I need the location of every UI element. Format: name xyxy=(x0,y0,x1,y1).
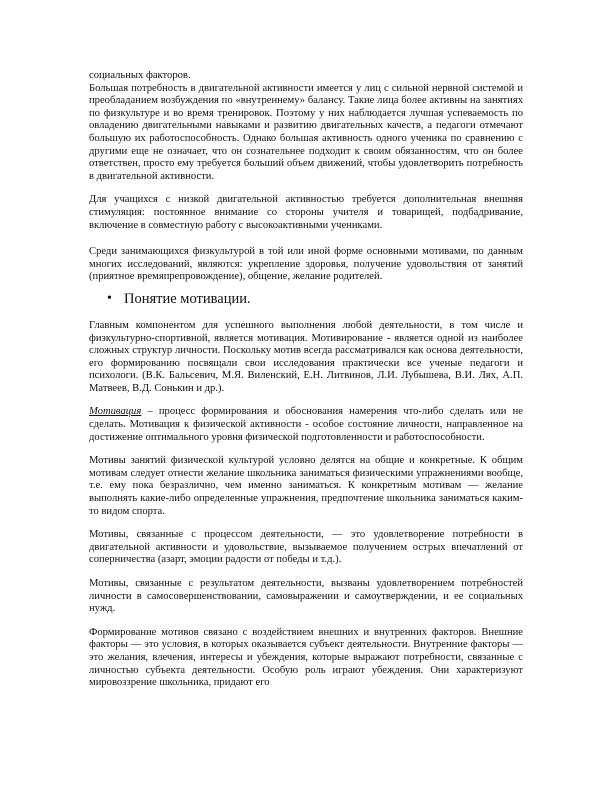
paragraph-motivation-component: Главным компонентом для успешного выполнения любой деятельности, в том числе и физкультурно-спортивной, является мотивация. Мотивирование - является одной из наиболее сложных структур личности. Поскольку мотив всегда рассматривался как основа деятельности, его формированию посвящали свои исследования практически все ученые педагоги и психологи. (В.К. Бальсевич, М.Я. Виленский, Е.Н. Литвинов, Л.И. Лубышева, В.И. Лях, А.П. Матвеев, В.Д. Сонькин и др.). xyxy=(89,319,523,394)
document-body xyxy=(89,70,523,690)
paragraph-low-activity-students: Для учащихся с низкой двигательной активностью требуется дополнительная внешняя стимуляция: постоянное внимание со стороны учителя и товарищей, подбадривание, включение в совместную работу с высокоактивными учениками. xyxy=(89,194,523,231)
paragraph-motivation-definition xyxy=(89,406,523,444)
paragraph-process-motives: Мотивы, связанные с процессом деятельности, — это удовлетворение потребности в двигательной активности и удовольствие, вызываемое получением острых впечатлений от соперничества (азарт, эмоции радости от победы и т.д.). xyxy=(89,529,523,566)
paragraph-motive-formation: Формирование мотивов связано с воздействием внешних и внутренних факторов. Внешние факторы — это условия, в которых оказывается субъект деятельности. Внутренние факторы — это желания, влечения, интересы и убеждения, которые выражают потребности, связанные с личностью субъекта деятельности. Особую роль играют убеждения. Они характеризуют мировоззрение школьника, придают его xyxy=(89,626,523,689)
paragraph-motor-activity-need: Большая потребность в двигательной активности имеется у лиц с сильной нервной системой и преобладанием возбуждения по «внутреннему» балансу. Такие лица более активны на занятиях по физкультуре и во время тренировок. Поэтому у них наблюдается лучшая успеваемость по овладению двигательными навыками и развитию двигательных качеств, а педагоги отмечают большую их работоспособность. Однако большая активность одного ученика по сравнению с другими еще не означает, что он сознательнее подходит к своим обязанностям, что он более ответствен, просто ему требуется больший объем движений, чтобы удовлетворить потребность в двигательной активности. xyxy=(89,82,523,182)
paragraph-main-motives: Среди занимающихся физкультурой в той или иной форме основными мотивами, по данным многих исследований, являются: укрепление здоровья, получение удовольствия от занятий (приятное времяпрепровождение), общение, желание родителей. xyxy=(89,246,523,283)
paragraph-spacer xyxy=(89,444,523,455)
paragraph-general-specific-motives: Мотивы занятий физической культурой условно делятся на общие и конкретные. К общим мотивам следует отнести желание школьника заниматься физическими упражнениями вообще, т.е. ему пока безразлично, чем именно заниматься. К конкретным мотивам — желание выполнять какие-либо определенные упражнения, предпочтение школьника заниматься каким-то видом спорта. xyxy=(89,455,523,517)
paragraph-spacer xyxy=(89,616,523,627)
section-heading-text: Понятие мотивации. xyxy=(124,290,251,307)
paragraph-spacer xyxy=(89,567,523,578)
paragraph-spacer xyxy=(89,395,523,406)
term-motivation: Мотивация xyxy=(89,406,142,418)
paragraph-social-factors: социальных факторов. xyxy=(89,70,191,81)
paragraph-spacer xyxy=(89,232,523,246)
definition-text: – процесс формирования и обоснования намерения что-либо сделать или не сделать. Мотивация к физической активности - особое состояние личности, направленное на достижение оптимального уровня физической подготовленности и работоспособности. xyxy=(89,406,523,443)
bullet-icon: • xyxy=(107,290,112,306)
paragraph-spacer xyxy=(89,183,523,194)
section-heading xyxy=(107,290,523,308)
paragraph-spacer xyxy=(89,518,523,529)
paragraph-result-motives: Мотивы, связанные с результатом деятельности, вызваны удовлетворением потребностей личности в самосовершенствовании, самовыражении и самоутверждении, и ее социальных нужд. xyxy=(89,578,523,615)
